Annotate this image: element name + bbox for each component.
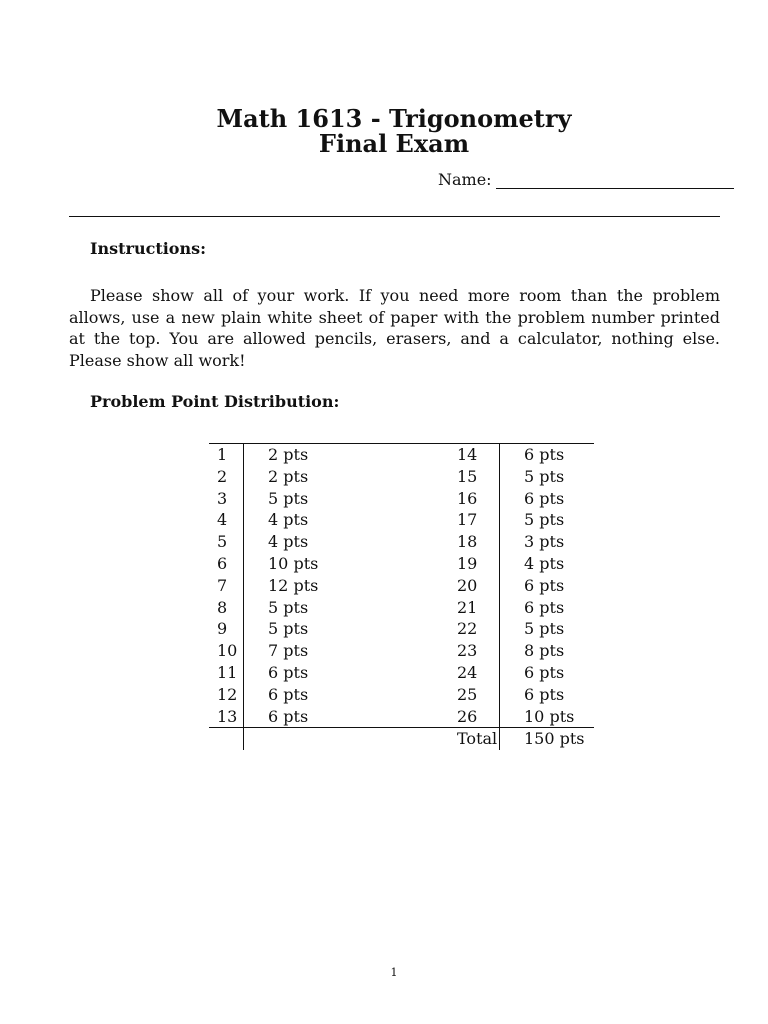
right-problem-points: 4 pts — [500, 553, 595, 575]
left-problem-number: 5 — [217, 532, 228, 552]
point-distribution-table — [209, 443, 594, 750]
left-problem-points: 5 pts — [244, 618, 454, 640]
right-problem-number: 17 — [457, 510, 478, 530]
left-problem-points: 4 pts — [244, 531, 454, 553]
exam-title-final: Final Exam — [318, 129, 470, 158]
left-problem-points: 6 pts — [244, 684, 454, 706]
right-problem-number: 19 — [457, 553, 478, 573]
page-number: 1 — [390, 966, 398, 979]
right-problem-points: 5 pts — [500, 618, 595, 640]
right-problem-points: 10 pts — [500, 706, 595, 728]
empty-cell — [209, 728, 244, 750]
left-problem-points: 2 pts — [244, 444, 454, 466]
left-problem-number: 13 — [217, 706, 238, 726]
left-problem-number: 11 — [217, 662, 238, 682]
table-row — [209, 553, 594, 575]
right-problem-points: 6 pts — [500, 575, 595, 597]
table-row — [209, 509, 594, 531]
table-row — [209, 531, 594, 553]
right-problem-number: 18 — [457, 532, 478, 552]
right-problem-number: 14 — [453, 444, 500, 466]
left-problem-number: 8 — [217, 597, 228, 617]
table-row — [209, 597, 594, 619]
left-problem-points: 12 pts — [244, 575, 454, 597]
right-problem-points: 6 pts — [500, 684, 595, 706]
right-problem-number: 26 — [457, 706, 478, 726]
right-problem-points: 3 pts — [500, 531, 595, 553]
left-problem-points: 7 pts — [244, 640, 454, 662]
instructions-heading: Instructions: — [90, 239, 207, 258]
left-problem-points: 5 pts — [244, 488, 454, 510]
table-row — [209, 575, 594, 597]
header-divider — [69, 216, 720, 217]
left-problem-number: 10 — [217, 641, 238, 661]
table-row — [209, 706, 594, 728]
right-problem-number: 24 — [457, 662, 478, 682]
instructions-text: Please show all of your work. If you need more room than the problem allows, use a new plain white sheet of paper with the problem number printed at the top. You are allowed pencils, erasers, and a calculator, nothing else. Please show all work! — [69, 286, 720, 370]
name-label: Name: — [438, 170, 492, 189]
right-problem-number: 25 — [457, 684, 478, 704]
right-problem-number: 22 — [457, 619, 478, 639]
left-problem-points: 2 pts — [244, 466, 454, 488]
table-row — [209, 488, 594, 510]
left-problem-number: 9 — [217, 619, 228, 639]
left-problem-points: 6 pts — [244, 706, 454, 728]
table-row — [209, 684, 594, 706]
right-problem-points: 6 pts — [500, 444, 595, 466]
table-row — [209, 444, 594, 466]
right-problem-points: 6 pts — [500, 662, 595, 684]
right-problem-number: 16 — [457, 488, 478, 508]
exam-title-course: Math 1613 - Trigonometry — [216, 104, 572, 133]
left-problem-points: 5 pts — [244, 597, 454, 619]
distribution-heading: Problem Point Distribution: — [90, 392, 340, 411]
right-problem-points: 5 pts — [500, 466, 595, 488]
table-row — [209, 618, 594, 640]
right-problem-number: 15 — [457, 466, 478, 486]
left-problem-number: 7 — [217, 575, 228, 595]
left-problem-number: 2 — [217, 466, 228, 486]
left-problem-number: 12 — [217, 684, 238, 704]
table-row — [209, 466, 594, 488]
left-problem-points: 6 pts — [244, 662, 454, 684]
left-problem-number: 6 — [217, 553, 228, 573]
total-label: Total — [453, 728, 500, 750]
left-problem-points: 4 pts — [244, 509, 454, 531]
table-row — [209, 640, 594, 662]
right-problem-points: 6 pts — [500, 488, 595, 510]
left-problem-number: 4 — [217, 510, 228, 530]
right-problem-points: 6 pts — [500, 597, 595, 619]
right-problem-points: 5 pts — [500, 509, 595, 531]
left-problem-points: 10 pts — [244, 553, 454, 575]
total-points: 150 pts — [500, 728, 595, 750]
name-blank-line — [496, 188, 734, 189]
right-problem-number: 21 — [457, 597, 478, 617]
right-problem-number: 20 — [457, 575, 478, 595]
empty-cell — [244, 728, 454, 750]
right-problem-number: 23 — [457, 641, 478, 661]
left-problem-number: 3 — [217, 488, 228, 508]
total-row — [209, 728, 594, 750]
left-problem-number: 1 — [209, 444, 244, 466]
table-row — [209, 662, 594, 684]
right-problem-points: 8 pts — [500, 640, 595, 662]
